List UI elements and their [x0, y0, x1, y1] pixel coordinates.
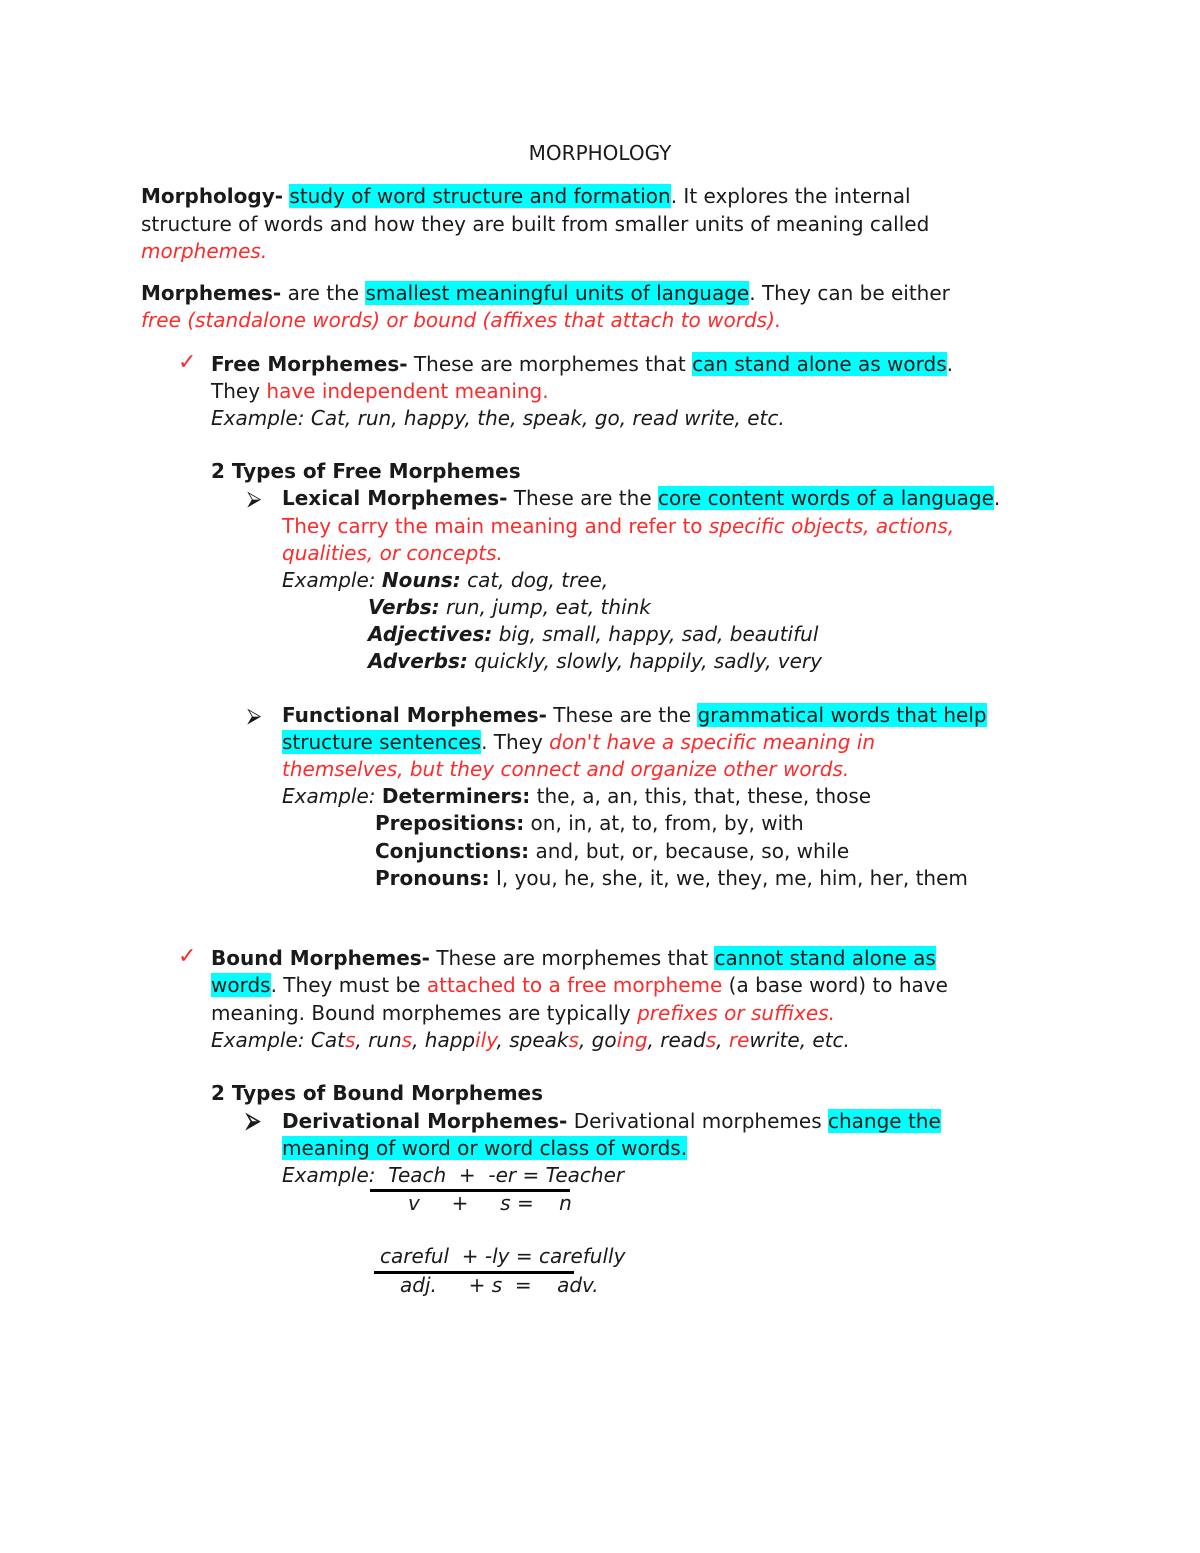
lexical-example-row — [282, 567, 608, 594]
bound-types-heading: 2 Types of Bound Morphemes — [211, 1081, 544, 1105]
functional-line-2 — [282, 729, 875, 756]
conjunctions-words: and, but, or, because, so, while — [529, 839, 850, 863]
morphemes-definition — [141, 280, 950, 307]
adverbs-words: quickly, slowly, happily, sadly, very — [467, 649, 822, 673]
example-affix: ing — [616, 1028, 648, 1052]
checkmark-icon: ✓ — [178, 350, 197, 375]
free-text-2: . — [946, 352, 953, 376]
arrow-bullet-icon: ⮚ — [246, 1108, 261, 1132]
morphology-highlight: study of word structure and formation — [289, 184, 671, 208]
bound-text-2: . They must be — [270, 973, 427, 997]
example-part: , read — [647, 1028, 706, 1052]
adverbs-row — [368, 648, 822, 675]
example-part: , go — [578, 1028, 617, 1052]
morphemes-text: are the — [281, 281, 366, 305]
free-example: Example: Cat, run, happy, the, speak, go, read write, etc. — [211, 406, 785, 430]
example-1-bottom: v + s = n — [408, 1191, 572, 1215]
lexical-definition — [282, 485, 1000, 512]
determiners-label: Determiners: — [381, 784, 531, 808]
example-affix: s — [568, 1028, 579, 1052]
free-they: They — [211, 379, 267, 403]
morphemes-line-2: free (standalone words) or bound (affixes that attach to words). — [141, 308, 782, 332]
arrow-bullet-icon: ⮚ — [247, 703, 262, 727]
morphemes-text-2: . They can be either — [749, 281, 950, 305]
conjunctions-row — [375, 838, 849, 865]
free-red: have independent meaning. — [266, 379, 549, 403]
prepositions-label: Prepositions: — [375, 811, 525, 835]
functional-red: don't have a specific meaning in — [549, 730, 876, 754]
free-text: These are morphemes that — [407, 352, 693, 376]
bound-morphemes-definition — [211, 945, 936, 972]
functional-text-2: . They — [481, 730, 550, 754]
free-morphemes-definition — [211, 351, 953, 378]
lexical-highlight: core content words of a language — [658, 486, 994, 510]
lexical-term: Lexical Morphemes- — [282, 486, 508, 510]
verbs-words: run, jump, eat, think — [439, 595, 651, 619]
adjectives-row — [368, 621, 818, 648]
free-highlight: can stand alone as words — [692, 352, 947, 376]
lexical-line-3: qualities, or concepts. — [282, 541, 503, 565]
functional-term: Functional Morphemes- — [282, 703, 547, 727]
bound-text: These are morphemes that — [429, 946, 715, 970]
free-morphemes-term: Free Morphemes- — [211, 352, 408, 376]
morphology-text: . It explores the internal — [670, 184, 911, 208]
example-affix: re — [728, 1028, 750, 1052]
bound-line-3 — [211, 1000, 835, 1027]
lexical-red-italic: specific objects, actions, — [708, 514, 955, 538]
functional-definition — [282, 702, 987, 729]
morphology-line-2: structure of words and how they are built from smaller units of meaning called — [141, 212, 930, 236]
functional-highlight-2: structure sentences — [282, 730, 482, 754]
pronouns-label: Pronouns: — [375, 866, 490, 890]
bound-example — [211, 1027, 850, 1054]
example-label: Example: — [211, 1028, 311, 1052]
example-part: , run — [355, 1028, 402, 1052]
lexical-red: They carry the main meaning and refer to — [282, 514, 709, 538]
free-types-heading: 2 Types of Free Morphemes — [211, 459, 521, 483]
example-1-top: Example: Teach + -er = Teacher — [282, 1163, 625, 1187]
example-label: Example: — [282, 568, 382, 592]
functional-example-row — [282, 783, 871, 810]
example-part: , happ — [412, 1028, 476, 1052]
bound-morphemes-term: Bound Morphemes- — [211, 946, 430, 970]
lexical-text-2: . — [993, 486, 1001, 510]
example-part: write, etc. — [749, 1028, 850, 1052]
adjectives-label: Adjectives: — [368, 622, 493, 646]
derivational-line-2 — [282, 1135, 687, 1162]
bound-red: attached to a free morpheme — [426, 973, 723, 997]
morphology-line-3: morphemes. — [141, 239, 268, 263]
arrow-bullet-icon: ⮚ — [247, 486, 262, 510]
verbs-row — [368, 594, 651, 621]
derivational-text: Derivational morphemes — [567, 1109, 828, 1133]
example-part: , speak — [496, 1028, 569, 1052]
prepositions-words: on, in, at, to, from, by, with — [524, 811, 804, 835]
page-title: MORPHOLOGY — [528, 141, 672, 165]
morphemes-term: Morphemes- — [141, 281, 282, 305]
prepositions-row — [375, 810, 804, 837]
functional-highlight: grammatical words that help — [697, 703, 987, 727]
derivational-highlight: change the — [827, 1109, 941, 1133]
morphology-term: Morphology- — [141, 184, 284, 208]
derivational-highlight-2: meaning of word or word class of words. — [282, 1136, 688, 1160]
bound-text-3: (a base word) to have — [722, 973, 948, 997]
example-2-bottom: adj. + s = adv. — [400, 1273, 599, 1297]
bound-line-2 — [211, 972, 948, 999]
example-part: , — [716, 1028, 729, 1052]
nouns-label: Nouns: — [381, 568, 461, 592]
adjectives-words: big, small, happy, sad, beautiful — [492, 622, 819, 646]
pronouns-row — [375, 865, 968, 892]
checkmark-icon: ✓ — [178, 944, 197, 969]
example-affix: s — [705, 1028, 717, 1052]
free-line-2 — [211, 378, 549, 405]
lexical-line-2 — [282, 513, 954, 540]
example-affix: s — [344, 1028, 356, 1052]
functional-text: These are the — [546, 703, 698, 727]
example-affix: ily — [475, 1028, 497, 1052]
morphemes-highlight: smallest meaningful units of language — [365, 281, 750, 305]
bound-red-2: prefixes or suffixes. — [637, 1001, 835, 1025]
pronouns-words: I, you, he, she, it, we, they, me, him, her, them — [489, 866, 968, 890]
bound-highlight: cannot stand alone as — [714, 946, 936, 970]
example-affix: s — [401, 1028, 413, 1052]
morphology-definition — [141, 183, 911, 210]
bound-text-4: meaning. Bound morphemes are typically — [211, 1001, 638, 1025]
conjunctions-label: Conjunctions: — [375, 839, 530, 863]
example-part: Cat — [310, 1028, 345, 1052]
functional-line-3: themselves, but they connect and organize other words. — [282, 757, 850, 781]
derivational-term: Derivational Morphemes- — [282, 1109, 568, 1133]
example-2-top: careful + -ly = carefully — [380, 1244, 626, 1268]
example-label: Example: — [282, 784, 382, 808]
nouns-words: cat, dog, tree, — [460, 568, 609, 592]
determiners-words: the, a, an, this, that, these, those — [530, 784, 872, 808]
verbs-label: Verbs: — [368, 595, 440, 619]
lexical-text: These are the — [507, 486, 658, 510]
derivational-definition — [282, 1108, 941, 1135]
adverbs-label: Adverbs: — [368, 649, 468, 673]
bound-highlight-2: words — [211, 973, 271, 997]
